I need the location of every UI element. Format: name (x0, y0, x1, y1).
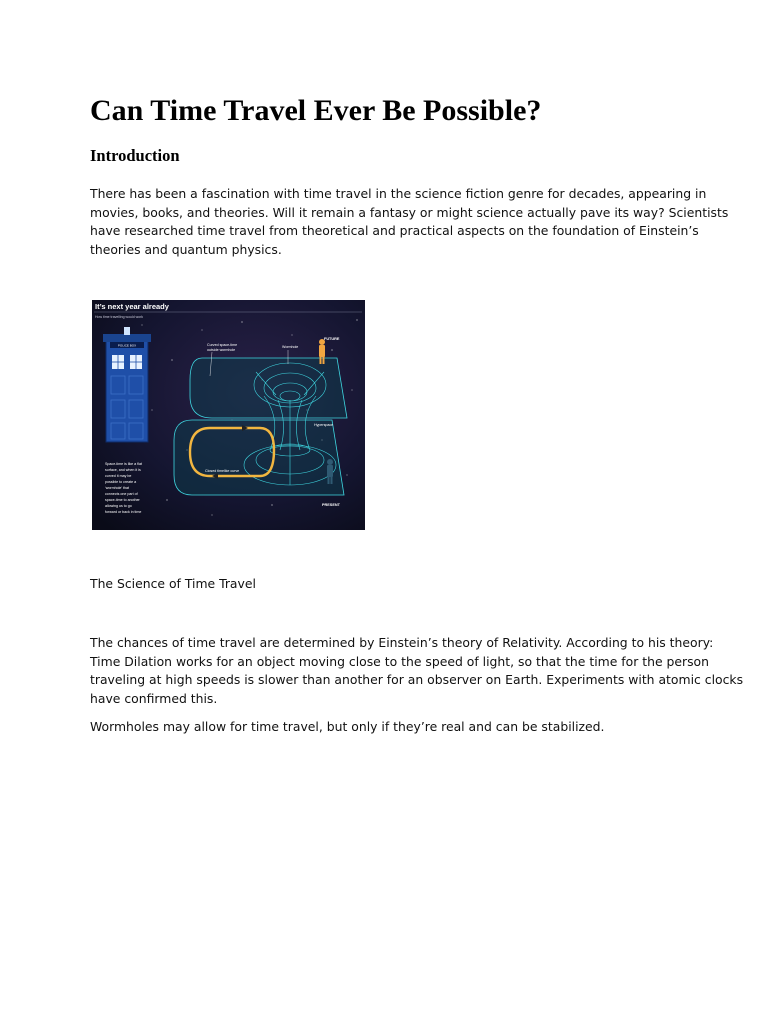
science-paragraph (90, 634, 744, 708)
caption-line: curved it may be (105, 474, 132, 478)
intro-line: have researched time travel from theoretical and practical aspects on the foundation of Einstein’s (90, 223, 699, 238)
label-future: FUTURE (324, 337, 340, 341)
label-wormhole: Wormhole (282, 345, 299, 349)
label-curved-spacetime-2: outside wormhole (207, 348, 236, 352)
label-present: PRESENT (322, 503, 340, 507)
section-heading-science: The Science of Time Travel (90, 576, 256, 591)
science-line: have confirmed this. (90, 690, 218, 706)
caption-line: forward or back in time (105, 510, 142, 514)
intro-paragraph (90, 185, 729, 259)
figure-headline: It’s next year already (95, 302, 169, 311)
intro-line: movies, books, and theories. Will it remain a fantasy or might science actually pave its way? Scientists (90, 204, 729, 220)
label-closed-timelike-curve: Closed timelike curve (205, 469, 240, 473)
science-line: traveling at high speeds is slower than another for an observer on Earth. Experiments with atomic clocks (90, 672, 744, 687)
label-hyperspace: Hyperspace (314, 423, 334, 427)
caption-line: space-time to another (105, 498, 140, 502)
intro-line: theories and quantum physics. (90, 241, 282, 257)
science-line: Time Dilation works for an object moving close to the speed of light, so that the time for the person (90, 653, 709, 669)
caption-line: ‘wormhole’ that (105, 486, 130, 490)
science-line: The chances of time travel are determined by Einstein’s theory of Relativity. According to his theory: (90, 635, 714, 650)
document-title: Can Time Travel Ever Be Possible? (90, 94, 542, 127)
intro-line: There has been a fascination with time travel in the science fiction genre for decades, appearing in (90, 186, 707, 201)
caption-line: Space-time is like a flat (105, 462, 142, 466)
caption-line: connects one part of (105, 492, 138, 496)
wormhole-paragraph (90, 718, 690, 737)
police-box-sign: POLICE BOX (117, 343, 137, 348)
label-curved-spacetime: Curved space-time (207, 343, 238, 347)
wormhole-line: Wormholes may allow for time travel, but only if they’re real and can be stabilized. (90, 719, 605, 734)
caption-line: allowing us to go (105, 504, 132, 508)
police-box-icon (103, 327, 151, 442)
caption-line: surface, and when it is (105, 468, 141, 472)
intro-heading: Introduction (90, 146, 180, 165)
caption-line: possible to create a (105, 480, 137, 484)
figure-subhead: How time travelling would work (95, 315, 144, 319)
time-travel-infographic (92, 300, 365, 530)
